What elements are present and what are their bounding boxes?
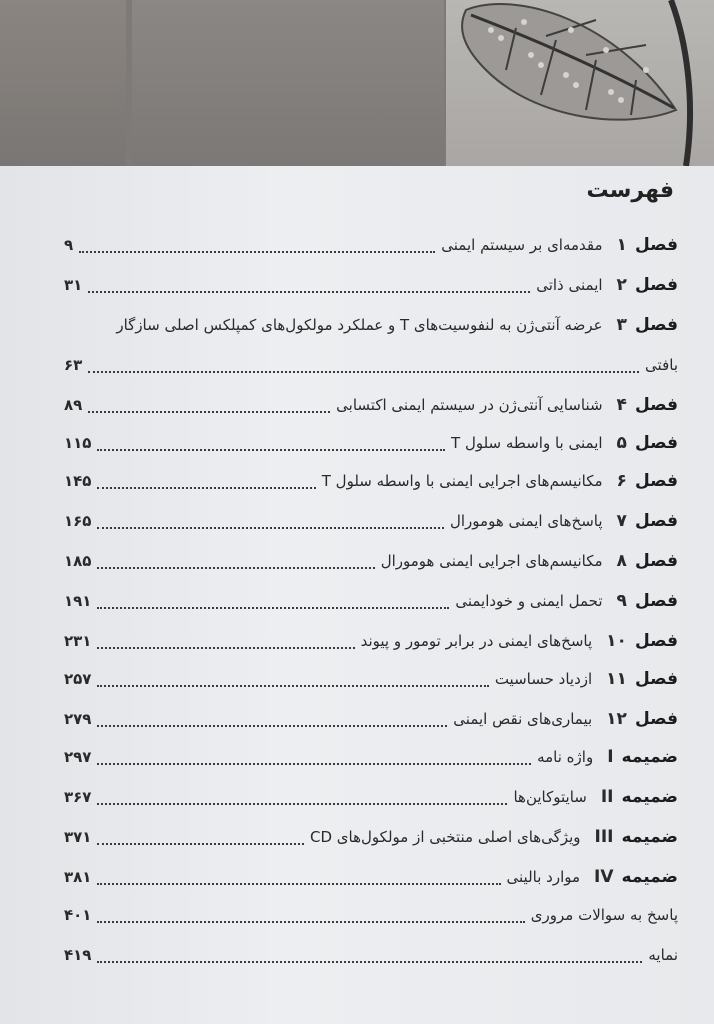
dot-leader [97, 789, 507, 805]
entry-page-number: ۱۸۵ [64, 552, 92, 570]
entry-number: ۶ [616, 471, 627, 491]
toc-entry [64, 664, 678, 694]
entry-page-number: ۱۱۵ [64, 434, 92, 452]
entry-number: ۲ [616, 275, 627, 295]
dot-leader [97, 947, 642, 963]
entry-label: فصل [634, 471, 678, 491]
entry-title: پاسخ‌های ایمنی در برابر تومور و پیوند [360, 632, 593, 650]
entry-page-number: ۴۰۱ [64, 906, 92, 924]
entry-page-number: ۲۷۹ [64, 710, 92, 728]
entry-title: ویژگی‌های اصلی منتخبی از مولکول‌های CD [310, 828, 581, 846]
entry-page-number: ۶۳ [64, 356, 83, 374]
entry-title: ایمنی ذاتی [536, 276, 603, 294]
entry-page-number: ۳۶۷ [64, 788, 92, 806]
entry-number: ۱۲ [606, 709, 627, 729]
dot-leader [97, 513, 444, 529]
entry-page-number: ۲۳۱ [64, 632, 92, 650]
dot-leader [97, 553, 374, 569]
entry-label: فصل [634, 631, 678, 651]
entry-label: فصل [634, 315, 678, 335]
toc-entry [64, 230, 678, 260]
toc-entry [64, 742, 678, 772]
entry-title: پاسخ‌های ایمنی هومورال [449, 512, 603, 530]
dot-leader [97, 671, 488, 687]
dot-leader [97, 473, 315, 489]
entry-number: II [600, 787, 614, 807]
toc-entry [64, 862, 678, 892]
page-title: فهرست [586, 178, 674, 203]
entry-number: ۳ [616, 315, 627, 335]
entry-label: فصل [634, 591, 678, 611]
entry-page-number: ۴۱۹ [64, 946, 92, 964]
entry-label: فصل [634, 709, 678, 729]
toc-entry [64, 310, 678, 340]
entry-title-continued: بافتی [645, 356, 678, 374]
toc-entry [64, 626, 678, 656]
toc-entry [64, 940, 678, 970]
entry-label: ضمیمه [621, 827, 678, 847]
entry-page-number: ۱۴۵ [64, 472, 92, 490]
entry-label: فصل [634, 551, 678, 571]
toc-entry [64, 428, 678, 458]
entry-number: III [594, 827, 614, 847]
entry-page-number: ۳۸۱ [64, 868, 92, 886]
toc-entry [64, 900, 678, 930]
dot-leader [97, 633, 354, 649]
entry-title: مکانیسم‌های اجرایی ایمنی با واسطه سلول T [321, 472, 603, 490]
entry-title: مکانیسم‌های اجرایی ایمنی هومورال [380, 552, 603, 570]
dot-leader [88, 357, 639, 373]
entry-number: IV [594, 867, 614, 887]
toc-entry [64, 586, 678, 616]
dot-leader [97, 711, 447, 727]
entry-title: سایتوکاین‌ها [513, 788, 587, 806]
entry-page-number: ۹ [64, 236, 74, 254]
entry-title: بیماری‌های نقص ایمنی [453, 710, 593, 728]
entry-label: فصل [634, 433, 678, 453]
entry-title: واژه نامه [537, 748, 594, 766]
entry-number: ۱۰ [606, 631, 627, 651]
entry-title: تحمل ایمنی و خودایمنی [455, 592, 603, 610]
toc-entry [64, 546, 678, 576]
entry-page-number: ۱۶۵ [64, 512, 92, 530]
entry-title: شناسایی آنتی‌ژن در سیستم ایمنی اکتسابی [336, 396, 603, 414]
entry-title: نمایه [648, 946, 678, 964]
toc-entry [64, 822, 678, 852]
entry-page-number: ۳۷۱ [64, 828, 92, 846]
entry-title: مقدمه‌ای بر سیستم ایمنی [441, 236, 603, 254]
entry-number: ۱۱ [606, 669, 627, 689]
entry-title: موارد بالینی [506, 868, 581, 886]
entry-page-number: ۸۹ [64, 396, 83, 414]
toc-entry-continued [64, 350, 678, 380]
toc-entry [64, 704, 678, 734]
entry-number: ۹ [616, 591, 627, 611]
entry-label: ضمیمه [621, 747, 678, 767]
dot-leader [97, 435, 445, 451]
toc-entry [64, 466, 678, 496]
entry-label: فصل [634, 669, 678, 689]
entry-number: ۸ [616, 551, 627, 571]
entry-number: ۱ [616, 235, 627, 255]
entry-page-number: ۳۱ [64, 276, 83, 294]
entry-number: I [607, 747, 614, 767]
dot-leader [97, 829, 304, 845]
entry-page-number: ۲۹۷ [64, 748, 92, 766]
toc-entry [64, 782, 678, 812]
dot-leader [79, 237, 435, 253]
entry-label: فصل [634, 235, 678, 255]
dot-leader [97, 749, 531, 765]
dot-leader [97, 907, 524, 923]
entry-number: ۷ [616, 511, 627, 531]
entry-page-number: ۱۹۱ [64, 592, 92, 610]
entry-title: پاسخ به سوالات مروری [530, 906, 678, 924]
toc-entry [64, 270, 678, 300]
entry-title: عرضه آنتی‌ژن به لنفوسیت‌های T و عملکرد مولکول‌های کمپلکس اصلی سازگار [116, 316, 603, 334]
entry-title: ایمنی با واسطه سلول T [451, 434, 603, 452]
entry-title: ازدیاد حساسیت [494, 670, 593, 688]
entry-number: ۵ [616, 433, 627, 453]
entry-number: ۴ [616, 395, 627, 415]
entry-label: فصل [634, 511, 678, 531]
dot-leader [88, 277, 530, 293]
toc-entry [64, 390, 678, 420]
entry-page-number: ۲۵۷ [64, 670, 92, 688]
entry-label: فصل [634, 395, 678, 415]
entry-label: فصل [634, 275, 678, 295]
dot-leader [88, 397, 330, 413]
dot-leader [97, 869, 500, 885]
entry-label: ضمیمه [621, 867, 678, 887]
entry-label: ضمیمه [621, 787, 678, 807]
dot-leader [97, 593, 449, 609]
toc-entry [64, 506, 678, 536]
